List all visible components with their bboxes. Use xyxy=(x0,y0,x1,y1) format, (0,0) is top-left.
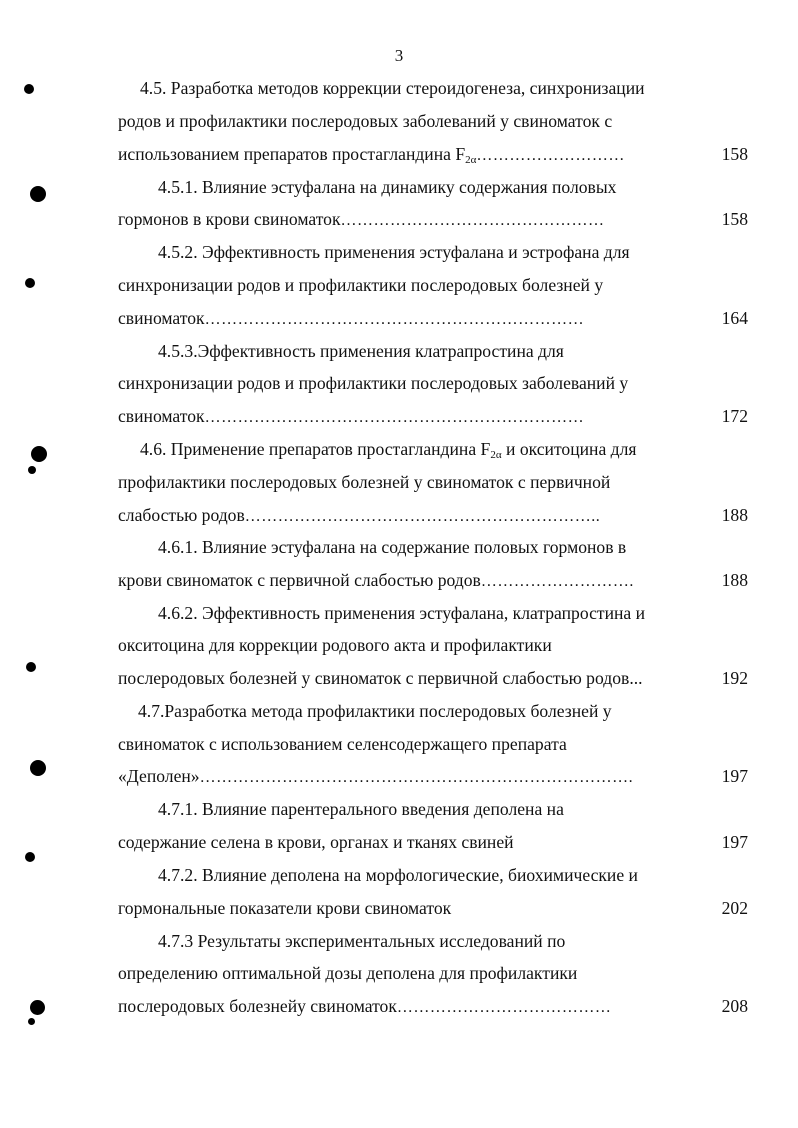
toc-entry-line: 4.5. Разработка методов коррекции стероидогенеза, синхронизации xyxy=(140,78,645,98)
toc-page-number: 197 xyxy=(721,766,748,786)
toc-page-number: 188 xyxy=(721,570,748,590)
toc-entry-text: «Деполен» xyxy=(118,766,200,786)
toc-page-number: 208 xyxy=(721,996,748,1016)
binder-hole-mark xyxy=(31,446,47,462)
toc-entry-line: окситоцина для коррекции родового акта и профилактики xyxy=(118,635,552,655)
binder-hole-mark xyxy=(25,852,35,862)
toc-entry-line: синхронизации родов и профилактики послеродовых заболеваний у xyxy=(118,373,629,393)
binder-hole-mark xyxy=(28,466,36,474)
toc-entry-line: 4.5.1. Влияние эстуфалана на динамику содержания половых xyxy=(158,177,617,197)
page-number: 3 xyxy=(394,46,404,65)
toc-entry-text: слабостью родов xyxy=(118,505,245,525)
toc-entry-text: свиноматок xyxy=(118,406,205,426)
toc-page-number: 197 xyxy=(721,832,748,852)
toc-entry-last-line xyxy=(118,831,514,853)
toc-entry-line: свиноматок с использованием селенсодержащего препарата xyxy=(118,734,567,754)
dot-leader: ………………………………………… xyxy=(340,212,605,229)
dot-leader: ………………………………… xyxy=(396,999,612,1016)
toc-entry-line: родов и профилактики послеродовых заболеваний у свиноматок с xyxy=(118,111,613,131)
toc-entry-line: 4.6.2. Эффективность применения эстуфалана, клатрапростина и xyxy=(158,603,646,623)
toc-entry-last-line xyxy=(118,504,600,528)
binder-hole-mark xyxy=(30,760,46,776)
toc-entry-last-line xyxy=(118,897,451,919)
toc-entry-last-line xyxy=(118,569,634,593)
toc-page-number: 192 xyxy=(721,668,748,688)
subscript: 2α xyxy=(490,449,502,461)
toc-entry-text: послеродовых болезнейу свиноматок xyxy=(118,996,397,1016)
toc-entry-text: и окситоцина для xyxy=(501,439,637,459)
toc-entry-line: 4.7.2. Влияние деполена на морфологические, биохимические и xyxy=(158,865,638,885)
dot-leader: ……………………… xyxy=(476,147,625,164)
dot-leader: …………………………………………………………… xyxy=(204,311,585,328)
dot-leader: ……………………………………………………….. xyxy=(244,508,601,525)
toc-entry-text: гормонов в крови свиноматок xyxy=(118,209,341,229)
subscript: 2α xyxy=(465,154,477,166)
toc-entry-last-line xyxy=(118,667,643,689)
toc-entry-text: крови свиноматок с первичной слабостью родов xyxy=(118,570,481,590)
toc-entry-text: использованием препаратов простагландина F xyxy=(118,144,466,164)
toc-entry-text: содержание селена в крови, органах и тканях свиней xyxy=(118,832,514,852)
toc-entry-line: 4.5.2. Эффективность применения эстуфалана и эстрофана для xyxy=(158,242,630,262)
dot-leader: ... xyxy=(629,668,643,688)
toc-entry-line: 4.7.Разработка метода профилактики послеродовых болезней у xyxy=(138,701,612,721)
toc-entry-line: 4.6.1. Влияние эстуфалана на содержание половых гормонов в xyxy=(158,537,627,557)
toc-entry-last-line xyxy=(118,995,611,1019)
toc-entry-line: профилактики послеродовых болезней у свиноматок с первичной xyxy=(118,472,611,492)
binder-hole-mark xyxy=(25,278,35,288)
toc-entry-line: 4.7.1. Влияние парентерального введения деполена на xyxy=(158,799,564,819)
toc-page-number: 172 xyxy=(721,406,748,426)
toc-page-number: 202 xyxy=(721,898,748,918)
dot-leader: …………………………………………………………… xyxy=(204,409,585,426)
toc-entry-line: 4.7.3 Результаты экспериментальных исследований по xyxy=(158,931,566,951)
toc-entry-last-line xyxy=(118,307,584,331)
toc-entry-text: послеродовых болезней у свиноматок с первичной слабостью родов xyxy=(118,668,630,688)
toc-entry-line: определению оптимальной дозы деполена для профилактики xyxy=(118,963,578,983)
toc-page-number: 188 xyxy=(721,505,748,525)
dot-leader: ……………………………………………………………………. xyxy=(199,769,634,786)
toc-entry-last-line xyxy=(118,405,584,429)
toc-entry-last-line xyxy=(118,765,633,789)
toc-entry-line: синхронизации родов и профилактики послеродовых болезней у xyxy=(118,275,604,295)
binder-hole-mark xyxy=(30,1000,45,1015)
dot-leader: ………………………. xyxy=(480,573,634,590)
toc-page-number: 158 xyxy=(721,144,748,164)
toc-entry-text: гормональные показатели крови свиноматок xyxy=(118,898,452,918)
binder-hole-mark xyxy=(26,662,36,672)
binder-hole-mark xyxy=(24,84,34,94)
binder-hole-mark xyxy=(28,1018,35,1025)
toc-entry-line: 4.5.3.Эффективность применения клатрапростина для xyxy=(158,341,564,361)
toc-entry-last-line xyxy=(118,208,605,232)
binder-hole-mark xyxy=(30,186,46,202)
toc-entry-text: 4.6. Применение препаратов простагландина F xyxy=(140,439,491,459)
toc-entry-line xyxy=(140,438,636,460)
toc-entry-last-line xyxy=(118,143,625,167)
toc-entry-text: свиноматок xyxy=(118,308,205,328)
toc-page-number: 164 xyxy=(721,308,748,328)
toc-page-number: 158 xyxy=(721,209,748,229)
